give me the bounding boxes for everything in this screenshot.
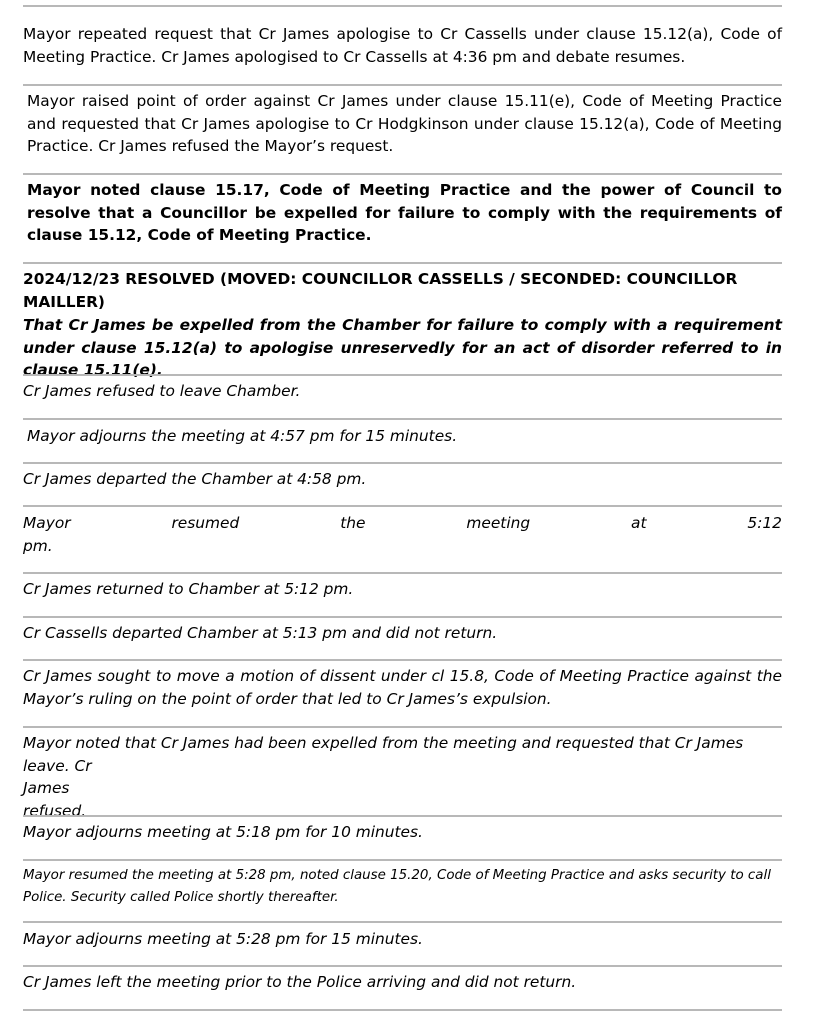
word: Mayor xyxy=(23,514,71,532)
word: 5:12 xyxy=(747,514,782,532)
line: Mayor noted that Cr James had been expelled from the meeting and requested that Cr James leave. Cr xyxy=(23,734,744,775)
word: the xyxy=(340,514,366,532)
divider xyxy=(23,616,782,618)
divider xyxy=(23,505,782,507)
divider xyxy=(23,726,782,728)
divider xyxy=(23,659,782,661)
divider xyxy=(23,374,782,376)
divider xyxy=(23,262,782,264)
minute-entry: Cr James sought to move a motion of dissent under cl 15.8, Code of Meeting Practice against the Mayor’s ruling on the point of order that led to Cr James’s expulsion. xyxy=(23,667,782,708)
minute-entry: Cr James left the meeting prior to the Police arriving and did not return. xyxy=(23,973,577,991)
minute-entry: Mayor adjourns the meeting at 4:57 pm for 15 minutes. xyxy=(27,427,458,445)
divider xyxy=(23,173,782,175)
resolution-heading: 2024/12/23 RESOLVED (MOVED: COUNCILLOR CASSELLS / SECONDED: COUNCILLOR MAILLER) xyxy=(23,270,738,311)
resolution-text: That Cr James be expelled from the Chamber for failure to comply with a requirement under clause 15.12(a) to apologise unreservedly for an act of disorder referred to in clause 15.11(e). xyxy=(23,316,782,379)
divider xyxy=(23,965,782,967)
minute-entry: Mayor repeated request that Cr James apologise to Cr Cassells under clause 15.12(a), Code of Meeting Practice. Cr James apologised to Cr Cassells at 4:36 pm and debate resumes. xyxy=(23,25,782,66)
minute-entry: Mayor adjourns meeting at 5:18 pm for 10 minutes. xyxy=(23,823,423,841)
minute-entry: Cr James departed the Chamber at 4:58 pm. xyxy=(23,470,367,488)
divider xyxy=(23,418,782,420)
divider xyxy=(23,921,782,923)
divider xyxy=(23,859,782,861)
minute-entry-bold: Mayor noted clause 15.17, Code of Meeting Practice and the power of Council to resolve that a Councillor be expelled for failure to comply with the requirements of clause 15.12, Code of Meeting Practice. xyxy=(27,181,782,244)
divider xyxy=(23,572,782,574)
minute-entry: Cr Cassells departed Chamber at 5:13 pm and did not return. xyxy=(23,624,498,642)
divider xyxy=(23,462,782,464)
minute-entry: Cr James returned to Chamber at 5:12 pm. xyxy=(23,580,354,598)
minute-entry: Mayor adjourns meeting at 5:28 pm for 15 minutes. xyxy=(23,930,423,948)
line: refused. xyxy=(23,801,87,820)
minute-entry-spread xyxy=(23,512,782,557)
divider xyxy=(23,84,782,86)
minute-entry: Mayor raised point of order against Cr James under clause 15.11(e), Code of Meeting Practice and requested that Cr James apologise to Cr Hodgkinson under clause 15.12(a), Code of Meeting Practice. Cr James refused the Mayor’s request. xyxy=(27,92,782,155)
divider xyxy=(23,5,782,7)
minute-entry: Cr James refused to leave Chamber. xyxy=(23,382,301,400)
minute-entry-small: Mayor resumed the meeting at 5:28 pm, noted clause 15.20, Code of Meeting Practice and asks security to call Police. Security called Police shortly thereafter. xyxy=(23,868,771,905)
word: resumed xyxy=(171,514,240,532)
divider xyxy=(23,815,782,817)
divider xyxy=(23,1009,782,1011)
line: James xyxy=(23,779,70,797)
word-tail: pm. xyxy=(23,536,53,555)
word: at xyxy=(631,514,647,532)
word: meeting xyxy=(466,514,531,532)
minute-entry-multiline xyxy=(23,732,782,822)
